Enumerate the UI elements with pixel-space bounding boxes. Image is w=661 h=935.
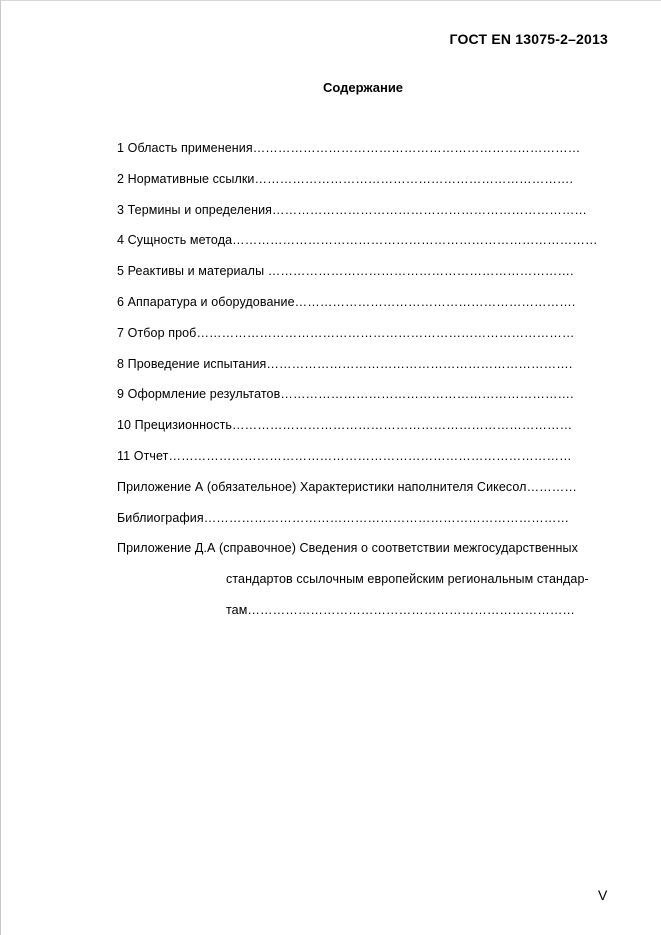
toc-entry-5[interactable]: 5 Реактивы и материалы ………………………………………………………………. xyxy=(117,264,574,279)
table-of-contents xyxy=(117,140,613,633)
toc-entry-3[interactable]: 3 Термины и определения………………………………………………………………… xyxy=(117,202,588,217)
toc-entry-7[interactable]: 7 Отбор проб……………………………………………………………………………… xyxy=(117,325,575,340)
toc-entry-9[interactable]: 9 Оформление результатов……………………………………………………………. xyxy=(117,387,574,402)
toc-entry-4[interactable]: 4 Сущность метода…………………………………………………………………………… xyxy=(117,233,598,248)
page-number: V xyxy=(598,887,608,903)
toc-entry-11[interactable]: 11 Отчет…………………………………………………………………………………… xyxy=(117,448,572,463)
toc-entry-appendix-a[interactable]: Приложение А (обязательное) Характеристики наполнителя Сикесол………… xyxy=(117,479,577,494)
toc-entry-1[interactable]: 1 Область применения…………………………………………………………………… xyxy=(117,141,581,155)
toc-title: Содержание xyxy=(322,80,404,95)
document-code: ГОСТ EN 13075-2–2013 xyxy=(449,31,608,47)
toc-entry-appendix-da[interactable]: Приложение Д.А (справочное) Сведения о соответствии межгосударственных xyxy=(117,541,578,556)
toc-entry-appendix-da-continued-2[interactable]: там…………………………………………………………………… xyxy=(226,602,576,617)
toc-entry-appendix-da-continued-1[interactable]: стандартов ссылочным европейским региональным стандар- xyxy=(226,572,589,587)
toc-entry-8[interactable]: 8 Проведение испытания………………………………………………………………. xyxy=(117,356,573,371)
toc-entry-2[interactable]: 2 Нормативные ссылки…………………………………………………………………. xyxy=(117,171,574,186)
toc-entry-10[interactable]: 10 Прецизионность……………………………………………………………………… xyxy=(117,418,573,433)
toc-entry-6[interactable]: 6 Аппаратура и оборудование…………………………………………………………. xyxy=(117,294,576,309)
toc-entry-bibliography[interactable]: Библиография…………………………………………………………………………… xyxy=(117,510,570,525)
